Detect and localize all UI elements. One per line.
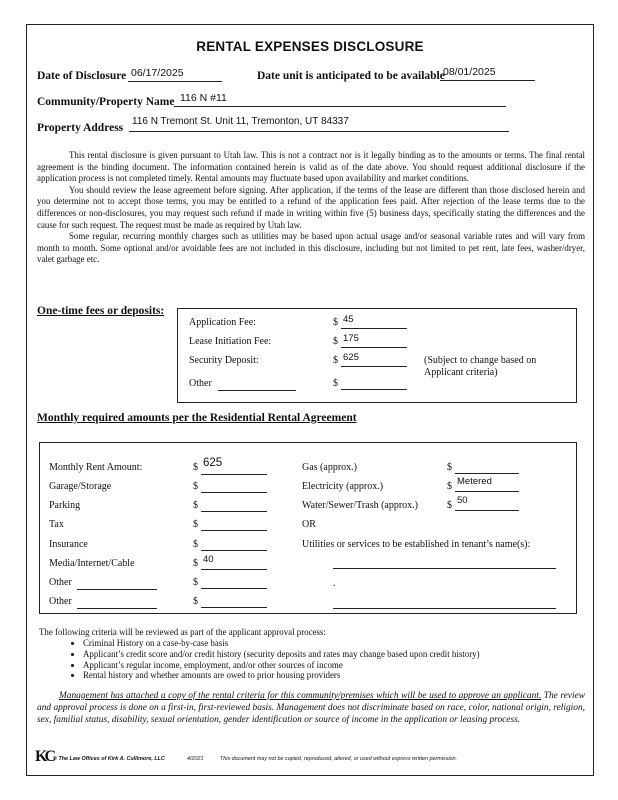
utilities-line-2[interactable]	[333, 607, 556, 609]
disclosure-text	[37, 150, 585, 266]
garage-storage-field[interactable]	[201, 479, 267, 493]
electricity-label: Electricity (approx.)	[302, 481, 384, 492]
paragraph-1: This rental disclosure is given pursuant to Utah law. This is not a contract nor is it legally binding as to the amounts or terms. The final rental agreement is the binding document. The information contained herein is valid as of the date above. You should request additional disclosure if the application process is not completed timely. Rental amounts may fluctuate based upon availability and market conditions.	[37, 150, 585, 184]
currency-sign: $	[193, 596, 198, 607]
gas-label: Gas (approx.)	[302, 462, 357, 473]
currency-sign: $	[333, 355, 338, 366]
or-label: OR	[302, 519, 316, 530]
date-of-disclosure-field[interactable]	[128, 67, 222, 82]
gas-field[interactable]	[455, 460, 519, 474]
lease-initiation-fee-field[interactable]	[341, 334, 407, 348]
currency-sign: $	[333, 317, 338, 328]
criteria-intro: The following criteria will be reviewed as part of the applicant approval process:	[39, 627, 326, 637]
available-date-field[interactable]	[440, 66, 535, 81]
deposit-note: (Subject to change based on Applicant criteria)	[424, 355, 537, 378]
criteria-item: • Applicant’s credit score and/or credit history (security deposits and rates may change based upon credit history)	[83, 649, 587, 660]
parking-label: Parking	[49, 500, 81, 511]
available-date-value: 08/01/2025	[443, 66, 496, 78]
insurance-field[interactable]	[201, 537, 267, 551]
monthly-heading: Monthly required amounts per the Residential Rental Agreement	[37, 412, 357, 424]
lease-initiation-fee-label: Lease Initiation Fee:	[189, 336, 272, 347]
paragraph-3: Some regular, recurring monthly charges such as utilities may be based upon actual usage and/or seasonal variable rates and will vary from month to month. Some optional and/or avoidable fees are not included in this disclosure, including but not limited to pet rent, late fees, washer/dryer, valet garbage etc.	[37, 231, 585, 265]
community-field[interactable]	[174, 92, 506, 107]
currency-sign: $	[193, 539, 198, 550]
other-monthly-name-field[interactable]	[77, 598, 157, 609]
currency-sign: $	[193, 558, 198, 569]
other-monthly-label: Other	[49, 577, 72, 588]
media-internet-label: Media/Internet/Cable	[49, 558, 135, 569]
date-of-disclosure-value: 06/17/2025	[131, 67, 184, 79]
currency-sign: $	[193, 481, 198, 492]
management-statement	[37, 690, 585, 727]
community-label: Community/Property Name	[37, 96, 175, 108]
security-deposit-field[interactable]	[341, 353, 407, 367]
other-monthly-name-field[interactable]	[77, 579, 157, 590]
water-sewer-trash-label: Water/Sewer/Trash (approx.)	[302, 500, 419, 511]
monthly-rent-label: Monthly Rent Amount:	[49, 462, 143, 473]
footer-notice: This document may not be copied, reproduced, altered, or used without express written permission.	[220, 756, 458, 762]
other-fee-field[interactable]	[341, 376, 407, 390]
media-internet-field[interactable]	[201, 556, 267, 570]
tax-field[interactable]	[201, 517, 267, 531]
page-title: RENTAL EXPENSES DISCLOSURE	[196, 39, 424, 54]
other-monthly-field[interactable]	[201, 575, 267, 589]
currency-sign: $	[447, 481, 452, 492]
criteria-item: • Rental history and whether amounts are owed to prior housing providers	[83, 670, 587, 681]
utilities-tenant-label: Utilities or services to be established in tenant’s name(s):	[302, 539, 531, 550]
community-value: 116 N #11	[180, 92, 227, 104]
date-of-disclosure-label: Date of Disclosure	[37, 70, 127, 82]
other-fee-name-field[interactable]	[218, 379, 296, 391]
management-criteria-sentence: Management has attached a copy of the rental criteria for this community/premises which will be used to approve an applicant.	[59, 691, 542, 701]
footer-version: 4/2021	[187, 756, 204, 762]
other-fee-label: Other	[189, 378, 212, 389]
water-sewer-trash-value: 50	[457, 495, 468, 506]
insurance-label: Insurance	[49, 539, 88, 550]
disclosure-page	[26, 24, 594, 776]
currency-sign: $	[333, 378, 338, 389]
other-monthly-label: Other	[49, 596, 72, 607]
media-internet-value: 40	[203, 554, 214, 565]
monthly-box	[39, 442, 577, 614]
monthly-rent-value: 625	[203, 457, 223, 469]
electricity-value: Metered	[457, 476, 492, 487]
currency-sign: $	[333, 336, 338, 347]
currency-sign: $	[193, 577, 198, 588]
application-fee-field[interactable]	[341, 315, 407, 329]
utilities-line-1[interactable]	[333, 567, 556, 569]
lease-initiation-fee-value: 175	[343, 333, 359, 344]
logo-letters: KC	[35, 748, 53, 765]
other-monthly-field[interactable]	[201, 594, 267, 608]
currency-sign: $	[193, 500, 198, 511]
security-deposit-label: Security Deposit:	[189, 355, 259, 366]
criteria-list	[39, 638, 587, 681]
address-label: Property Address	[37, 122, 124, 134]
monthly-rent-field[interactable]	[201, 458, 267, 475]
security-deposit-value: 625	[343, 352, 359, 363]
currency-sign: $	[193, 519, 198, 530]
utilities-dot: .	[333, 578, 336, 589]
one-time-heading: One-time fees or deposits:	[37, 305, 165, 317]
currency-sign: $	[447, 500, 452, 511]
currency-sign: $	[193, 462, 198, 473]
parking-field[interactable]	[201, 498, 267, 512]
criteria-section	[39, 627, 587, 681]
available-date-label: Date unit is anticipated to be available	[257, 70, 445, 82]
footer-firm: ® The Law Offices of Kirk A. Cullimore, LLC	[53, 756, 165, 762]
tax-label: Tax	[49, 519, 64, 530]
application-fee-label: Application Fee:	[189, 317, 256, 328]
water-sewer-trash-field[interactable]	[455, 496, 519, 511]
one-time-box	[177, 308, 577, 403]
criteria-item: • Criminal History on a case-by-case basis	[83, 638, 587, 649]
garage-storage-label: Garage/Storage	[49, 481, 112, 492]
criteria-item: • Applicant’s regular income, employment, and/or other sources of income	[83, 660, 587, 671]
address-value: 116 N Tremont St. Unit 11, Tremonton, UT 84337	[132, 116, 349, 127]
electricity-field[interactable]	[455, 477, 519, 492]
currency-sign: $	[447, 462, 452, 473]
paragraph-2: You should review the lease agreement before signing. After application, if the terms of the lease are different than those disclosed herein and you determine not to accept those terms, you may be entitled to a refund of the application fees paid. After rejection of the lease terms due to the differences or non-disclosures, you may request such refund if made in writing within five (5) business days, specifically stating the differences and the cause for such request. The request must be made as required by Utah law.	[37, 184, 585, 230]
address-field[interactable]	[129, 117, 509, 132]
management-rest: The review and approval process is done on a first-in, first-reviewed basis. Management does not discriminate based on race, color, national origin, religion, sex, familial status, disability, sexual orientation, gender identification or source of income in the application or leasing process.	[37, 691, 585, 726]
application-fee-value: 45	[343, 314, 354, 325]
